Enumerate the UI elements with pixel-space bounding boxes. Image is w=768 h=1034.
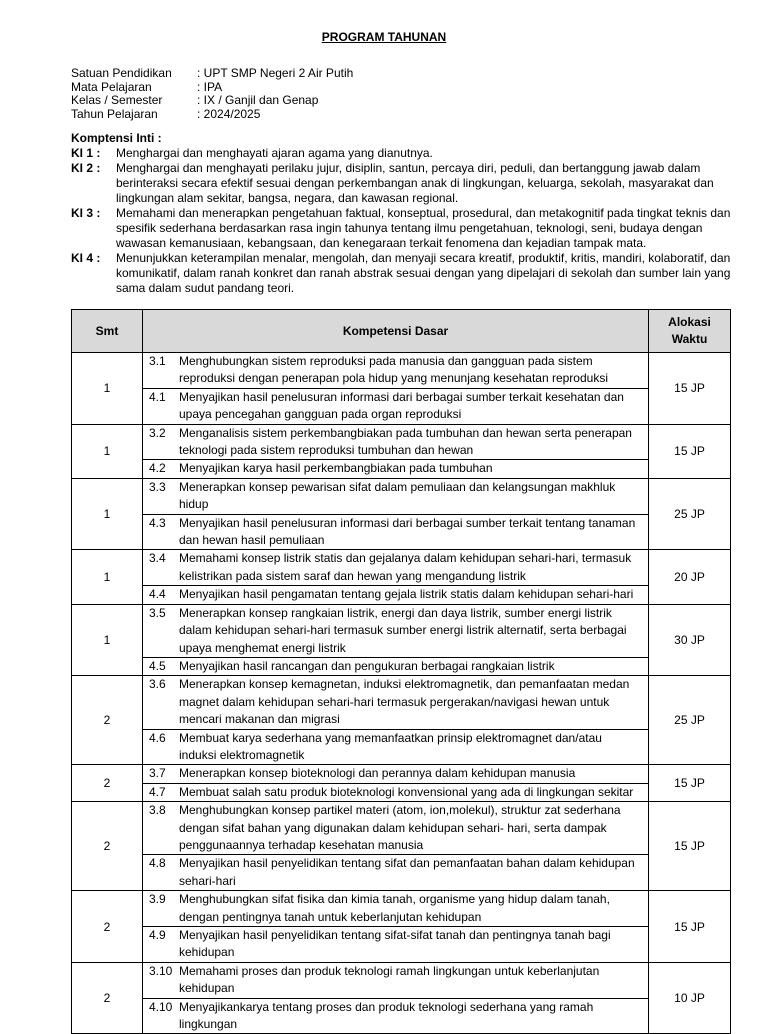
semester-cell: 1	[72, 424, 143, 478]
alokasi-waktu-cell: 25 JP	[649, 676, 731, 765]
table-row	[72, 478, 731, 550]
page-title: PROGRAM TAHUNAN	[321, 30, 447, 44]
kd-number: 3.10	[149, 963, 173, 978]
alokasi-waktu-cell: 15 JP	[649, 353, 731, 425]
kd-item	[143, 963, 648, 998]
kd-text: Membuat karya sederhana yang memanfaatkan prinsip elektromagnet dan/atau induksi elektromagnetik	[179, 730, 602, 762]
kd-item	[143, 802, 648, 854]
semester-cell: 2	[72, 962, 143, 1034]
table-row	[72, 962, 731, 1034]
kd-text: Menyajikankarya tentang proses dan produk teknologi sederhana yang ramah lingkungan	[179, 999, 594, 1032]
info-value: : UPT SMP Negeri 2 Air Putih	[197, 66, 354, 80]
kd-item	[143, 891, 648, 926]
kd-item	[143, 605, 648, 657]
kd-item	[143, 550, 648, 585]
kd-text: Menghubungkan sifat fisika dan kimia tanah, organisme yang hidup dalam tanah, dengan pentingnya tanah untuk keberlanjutan kehidupan	[179, 892, 610, 924]
semester-cell: 2	[72, 802, 143, 891]
ki-code: KI 3 :	[71, 206, 101, 220]
kd-number: 3.7	[149, 766, 166, 781]
kd-number: 3.6	[149, 677, 166, 692]
kd-item	[143, 926, 648, 962]
kd-number: 3.2	[149, 425, 166, 440]
kompetensi-dasar-cell	[143, 550, 649, 604]
kd-item	[143, 783, 648, 801]
table-row	[72, 891, 731, 963]
kd-text: Menyajikan hasil pengamatan tentang gejala listrik statis dalam kehidupan sehari-hari	[179, 587, 634, 602]
kd-text: Menyajikan hasil rancangan dan pengukuran berbagai rangkaian listrik	[179, 658, 555, 673]
info-row	[71, 94, 353, 108]
kd-text: Memahami konsep listrik statis dan gejalanya dalam kehidupan sehari-hari, termasuk kelistrikan pada sistem saraf dan hewan yang mengandung listrik	[179, 551, 632, 583]
ki-text: Menghargai dan menghayati perilaku jujur, disiplin, santun, percaya diri, peduli, dan bertanggung jawab dalam berinteraksi secara efektif sesuai dengan perkembangan anak di lingkungan, keluarga, sekolah, masyarakat dan lingkungan alam sekitar, bangsa, negara, dan kawasan regional.	[116, 161, 714, 205]
info-label: Mata Pelajaran	[71, 79, 152, 94]
semester-cell: 1	[72, 353, 143, 425]
kd-item	[143, 854, 648, 890]
kd-text: Menyajikan karya hasil perkembangbiakan pada tumbuhan	[179, 461, 493, 476]
info-row	[71, 108, 353, 122]
table-row	[72, 353, 731, 425]
table-row	[72, 550, 731, 604]
alokasi-waktu-cell: 25 JP	[649, 478, 731, 550]
kd-item	[143, 353, 648, 388]
kd-text: Menghubungkan konsep partikel materi (atom, ion,molekul), struktur zat sederhana dengan sifat bahan yang digunakan dalam kehidupan sehari- hari, serta dampak penggunaannya terhadap kesehatan manusia	[179, 803, 621, 852]
info-row	[71, 67, 353, 81]
kd-item	[143, 479, 648, 514]
kd-item	[143, 765, 648, 782]
kd-number: 4.9	[149, 928, 166, 942]
alokasi-waktu-cell: 15 JP	[649, 424, 731, 478]
kd-text: Menerapkan konsep bioteknologi dan perannya dalam kehidupan manusia	[179, 766, 576, 781]
alokasi-waktu-cell: 15 JP	[649, 802, 731, 891]
table-body	[72, 353, 731, 1034]
kompetensi-dasar-cell	[143, 962, 649, 1034]
alokasi-waktu-cell: 15 JP	[649, 765, 731, 802]
ki-item	[71, 161, 733, 206]
kompetensi-dasar-cell	[143, 802, 649, 891]
ki-item	[71, 251, 733, 296]
kd-text: Menerapkan konsep rangkaian listrik, energi dan daya listrik, sumber energi listrik dalam kehidupan sehari-hari termasuk sumber energi listrik alternatif, serta berbagai upaya menghemat energi listrik	[179, 605, 627, 655]
kd-text: Membuat salah satu produk bioteknologi konvensional yang ada di lingkungan sekitar	[179, 784, 634, 799]
kd-number: 3.4	[149, 551, 166, 566]
kd-text: Menganalisis sistem perkembangbiakan pada tumbuhan dan hewan serta penerapan teknologi pada sistem reproduksi tumbuhan dan hewan	[179, 425, 632, 458]
header-kompetensi-dasar: Kompetensi Dasar	[143, 310, 649, 353]
kd-number: 4.8	[149, 856, 166, 871]
kd-number: 3.1	[149, 354, 166, 368]
kompetensi-dasar-cell	[143, 765, 649, 802]
alokasi-waktu-cell: 10 JP	[649, 962, 731, 1034]
kompetensi-dasar-cell	[143, 676, 649, 765]
semester-cell: 1	[72, 604, 143, 676]
info-label: Satuan Pendidikan	[71, 66, 172, 80]
kd-item	[143, 657, 648, 675]
kd-number: 4.3	[149, 515, 166, 530]
kd-text: Menyajikan hasil penyelidikan tentang sifat dan pemanfaatan bahan dalam kehidupan sehari-hari	[179, 856, 635, 888]
semester-cell: 2	[72, 891, 143, 963]
kompetensi-dasar-table	[71, 309, 731, 1034]
kd-text: Menyajikan hasil penyelidikan tentang sifat-sifat tanah dan pentingnya tanah bagi kehidupan	[179, 928, 611, 960]
kd-text: Menerapkan konsep kemagnetan, induksi elektromagnetik, dan pemanfaatan medan magnet dalam kehidupan sehari-hari termasuk pergerakan/navigasi hewan untuk mencari makanan dan migrasi	[179, 677, 630, 727]
ki-text: Menunjukkan keterampilan menalar, mengolah, dan menyaji secara kreatif, produktif, kritis, mandiri, kolaboratif, dan komunikatif, dalam ranah konkret dan ranah abstrak sesuai dengan yang dipelajari di sekolah dan sumber lain yang sama dalam sudut pandang teori.	[116, 251, 731, 295]
kd-number: 4.2	[149, 461, 166, 476]
kd-number: 4.4	[149, 587, 166, 602]
ki-code: KI 1 :	[71, 146, 101, 160]
info-value: : IPA	[197, 79, 223, 94]
kompetensi-dasar-cell	[143, 478, 649, 550]
table-row	[72, 676, 731, 765]
alokasi-waktu-cell: 15 JP	[649, 891, 731, 963]
kd-item	[143, 425, 648, 460]
ki-item	[71, 146, 733, 161]
ki-code: KI 2 :	[71, 161, 101, 175]
semester-cell: 2	[72, 765, 143, 802]
header-alokasi-waktu: Alokasi Waktu	[649, 310, 731, 353]
info-value: : IX / Ganjil dan Genap	[197, 93, 319, 107]
ki-text: Memahami dan menerapkan pengetahuan faktual, konseptual, prosedural, dan metakognitif pada tingkat teknis dan spesifik sederhana berdasarkan rasa ingin tahunya tentang ilmu pengetahuan, teknologi, seni, budaya dengan wawasan kemanusiaan, kebangsaan, dan kenegaraan terkait fenomena dan kejadian tampak mata.	[116, 206, 731, 250]
info-label: Kelas / Semester	[71, 93, 163, 107]
kd-number: 3.8	[149, 803, 166, 818]
alokasi-waktu-cell: 30 JP	[649, 604, 731, 676]
table-row	[72, 802, 731, 891]
kd-item	[143, 729, 648, 765]
kd-text: Menerapkan konsep pewarisan sifat dalam pemuliaan dan kelangsungan makhluk hidup	[179, 479, 616, 512]
kd-text: Menghubungkan sistem reproduksi pada manusia dan gangguan pada sistem reproduksi dengan penerapan pola hidup yang menunjang kesehatan reproduksi	[179, 354, 608, 386]
ki-text: Menghargai dan menghayati ajaran agama yang dianutnya.	[116, 146, 433, 160]
semester-cell: 1	[72, 478, 143, 550]
table-row	[72, 765, 731, 802]
kd-item	[143, 998, 648, 1034]
ki-item	[71, 206, 733, 251]
kompetensi-inti-heading: Komptensi Inti :	[71, 131, 162, 145]
kd-item	[143, 676, 648, 728]
table-row	[72, 424, 731, 478]
kd-number: 4.5	[149, 658, 166, 673]
kompetensi-dasar-cell	[143, 604, 649, 676]
info-row	[71, 81, 353, 95]
kd-number: 3.5	[149, 605, 166, 620]
alokasi-waktu-cell: 20 JP	[649, 550, 731, 604]
semester-cell: 1	[72, 550, 143, 604]
kd-item	[143, 388, 648, 424]
kompetensi-inti-section	[71, 131, 733, 296]
kd-text: Memahami proses dan produk teknologi ramah lingkungan untuk keberlanjutan kehidupan	[179, 963, 600, 996]
kd-text: Menyajikan hasil penelusuran informasi dari berbagai sumber terkait kesehatan dan upaya pencegahan gangguan pada organ reproduksi	[179, 389, 624, 422]
kd-number: 3.3	[149, 479, 166, 494]
kd-number: 4.6	[149, 730, 166, 745]
kd-number: 4.7	[149, 784, 166, 799]
kd-text: Menyajikan hasil penelusuran informasi dari berbagai sumber terkait tentang tanaman dan hewan hasil pemuliaan	[179, 515, 636, 548]
header-smt: Smt	[72, 310, 143, 353]
table-row	[72, 604, 731, 676]
kd-item	[143, 514, 648, 550]
info-label: Tahun Pelajaran	[71, 106, 158, 121]
kompetensi-dasar-cell	[143, 353, 649, 425]
kompetensi-dasar-cell	[143, 891, 649, 963]
table-header-row	[72, 310, 731, 353]
kd-item	[143, 585, 648, 603]
kd-item	[143, 459, 648, 477]
ki-code: KI 4 :	[71, 251, 101, 265]
info-block	[71, 67, 353, 121]
info-value: : 2024/2025	[197, 106, 261, 121]
kd-number: 4.1	[149, 389, 166, 404]
semester-cell: 2	[72, 676, 143, 765]
kd-number: 3.9	[149, 892, 166, 907]
kompetensi-dasar-cell	[143, 424, 649, 478]
kd-number: 4.10	[149, 999, 173, 1014]
